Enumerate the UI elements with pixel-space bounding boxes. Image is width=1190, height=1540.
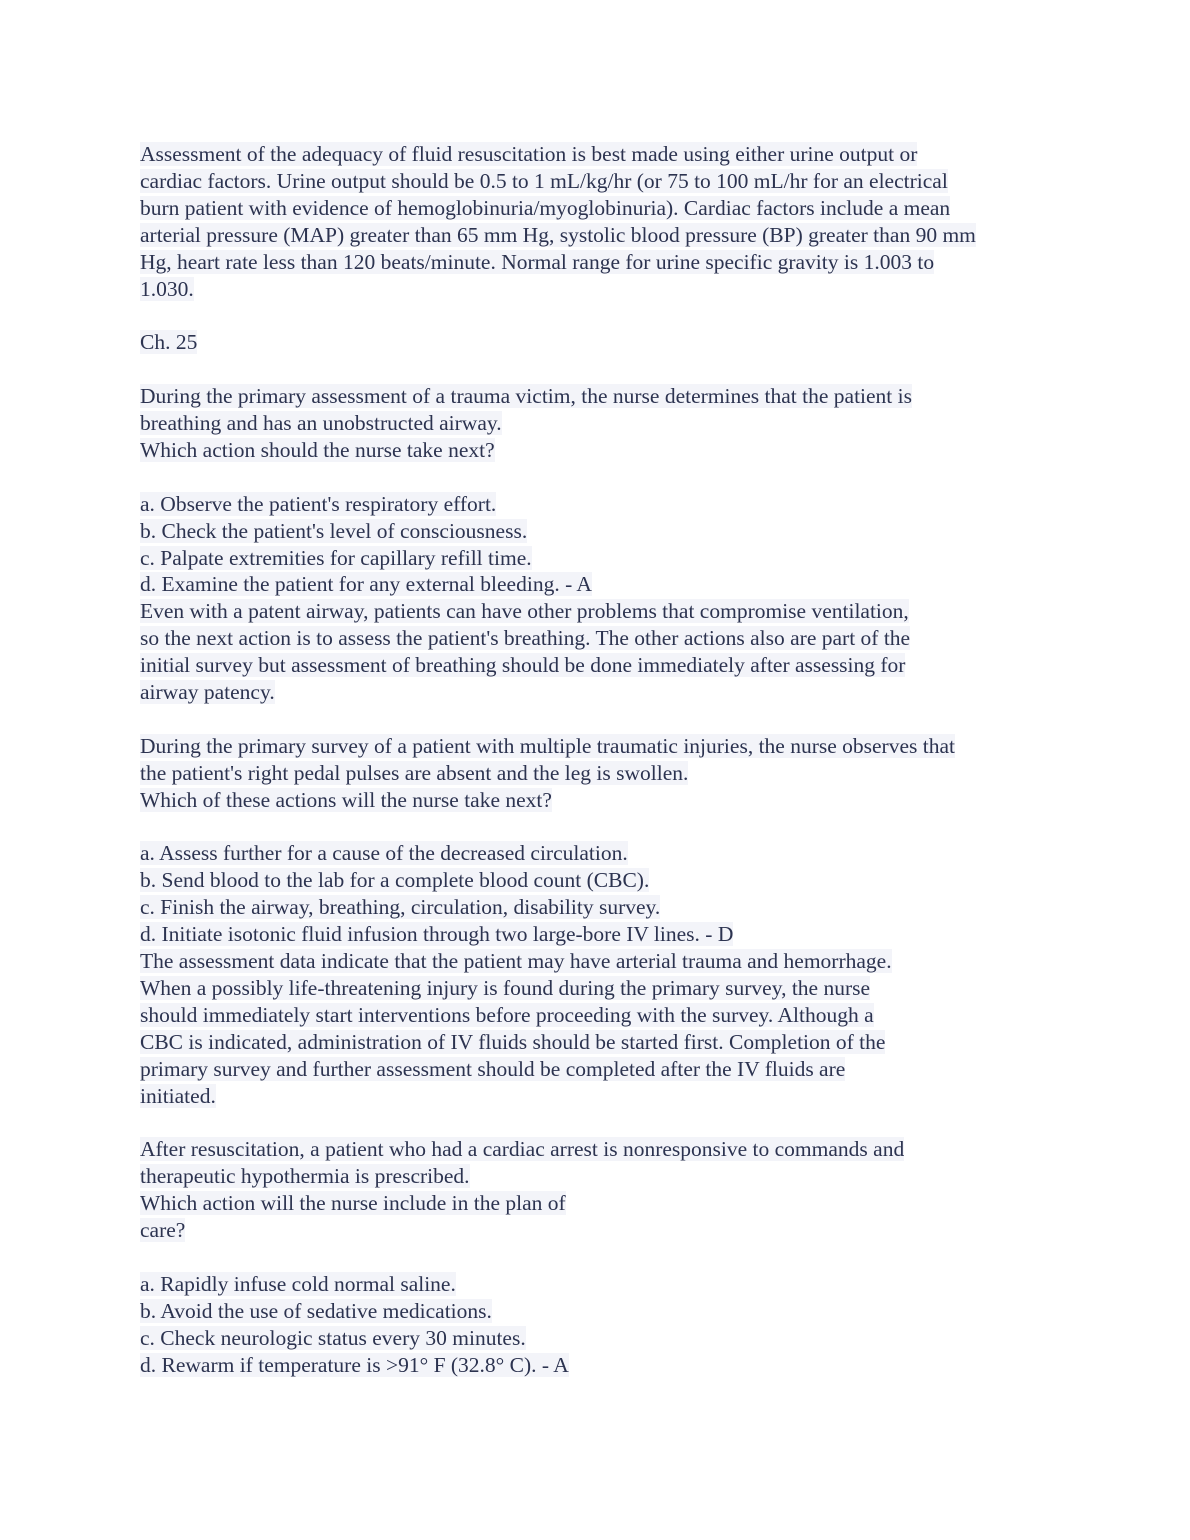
text-line: Assessment of the adequacy of fluid resuscitation is best made using either urine output or (140, 142, 918, 166)
text-line: b. Send blood to the lab for a complete blood count (CBC). (140, 868, 650, 893)
text-line: c. Check neurologic status every 30 minutes. (140, 1325, 526, 1350)
text-line: d. Initiate isotonic fluid infusion through two large-bore IV lines. - D (140, 922, 734, 947)
text-line: a. Rapidly infuse cold normal saline. (140, 1271, 456, 1296)
text-line: airway patency. (140, 680, 275, 705)
text-line: breathing and has an unobstructed airway. (140, 411, 502, 436)
text-line: burn patient with evidence of hemoglobinuria/myoglobinuria). Cardiac factors include a mean (140, 195, 951, 220)
question-3-options (140, 1271, 1060, 1379)
text-line: a. Assess further for a cause of the decreased circulation. (140, 841, 628, 866)
question-3-stem (140, 1136, 1060, 1244)
text-line: initiated. (140, 1083, 216, 1108)
question-2-stem (140, 733, 1060, 814)
text-line: d. Rewarm if temperature is >91° F (32.8° C). - A (140, 1352, 569, 1377)
text-line: primary survey and further assessment should be completed after the IV fluids are (140, 1056, 846, 1081)
text-line: the patient's right pedal pulses are absent and the leg is swollen. (140, 760, 689, 785)
text-line: The assessment data indicate that the patient may have arterial trauma and hemorrhage. (140, 949, 892, 974)
question-1-stem (140, 383, 1060, 464)
text-line: c. Palpate extremities for capillary refill time. (140, 545, 532, 570)
text-line: Which of these actions will the nurse take next? (140, 787, 552, 812)
question-2-options-and-rationale (140, 840, 1060, 1109)
text-line: initial survey but assessment of breathing should be done immediately after assessing for (140, 653, 906, 678)
text-line: a. Observe the patient's respiratory effort. (140, 491, 497, 516)
text-line: CBC is indicated, administration of IV fluids should be started first. Completion of the (140, 1029, 886, 1054)
text-line: b. Check the patient's level of consciousness. (140, 518, 528, 543)
text-line: so the next action is to assess the patient's breathing. The other actions also are part of the (140, 626, 911, 651)
text-line: cardiac factors. Urine output should be 0.5 to 1 mL/kg/hr (or 75 to 100 mL/hr for an electrical (140, 168, 948, 193)
text-line: arterial pressure (MAP) greater than 65 mm Hg, systolic blood pressure (BP) greater than 90 mm (140, 222, 976, 247)
text-line: d. Examine the patient for any external bleeding. - A (140, 572, 592, 597)
text-line: therapeutic hypothermia is prescribed. (140, 1164, 470, 1189)
text-line: Which action will the nurse include in the plan of (140, 1191, 566, 1216)
text-line: care? (140, 1218, 186, 1243)
text-line: When a possibly life-threatening injury is found during the primary survey, the nurse (140, 976, 871, 1001)
chapter-heading (140, 329, 1060, 356)
text-line: Hg, heart rate less than 120 beats/minute. Normal range for urine specific gravity is 1.003 to (140, 249, 935, 274)
text-line: During the primary assessment of a trauma victim, the nurse determines that the patient is (140, 384, 912, 409)
text-line: Even with a patent airway, patients can have other problems that compromise ventilation, (140, 599, 909, 624)
text-line: After resuscitation, a patient who had a cardiac arrest is nonresponsive to commands and (140, 1137, 905, 1162)
text-line: Which action should the nurse take next? (140, 437, 495, 462)
document-page (140, 141, 1060, 1405)
text-line: Ch. 25 (140, 330, 198, 355)
text-line: During the primary survey of a patient with multiple traumatic injuries, the nurse observes that (140, 733, 955, 758)
text-line: b. Avoid the use of sedative medications. (140, 1298, 492, 1323)
question-1-options-and-rationale (140, 491, 1060, 706)
text-line: should immediately start interventions before proceeding with the survey. Although a (140, 1002, 874, 1027)
text-line: 1.030. (140, 276, 194, 301)
paragraph-fluid-resuscitation (140, 141, 1060, 302)
text-line: c. Finish the airway, breathing, circulation, disability survey. (140, 895, 661, 920)
